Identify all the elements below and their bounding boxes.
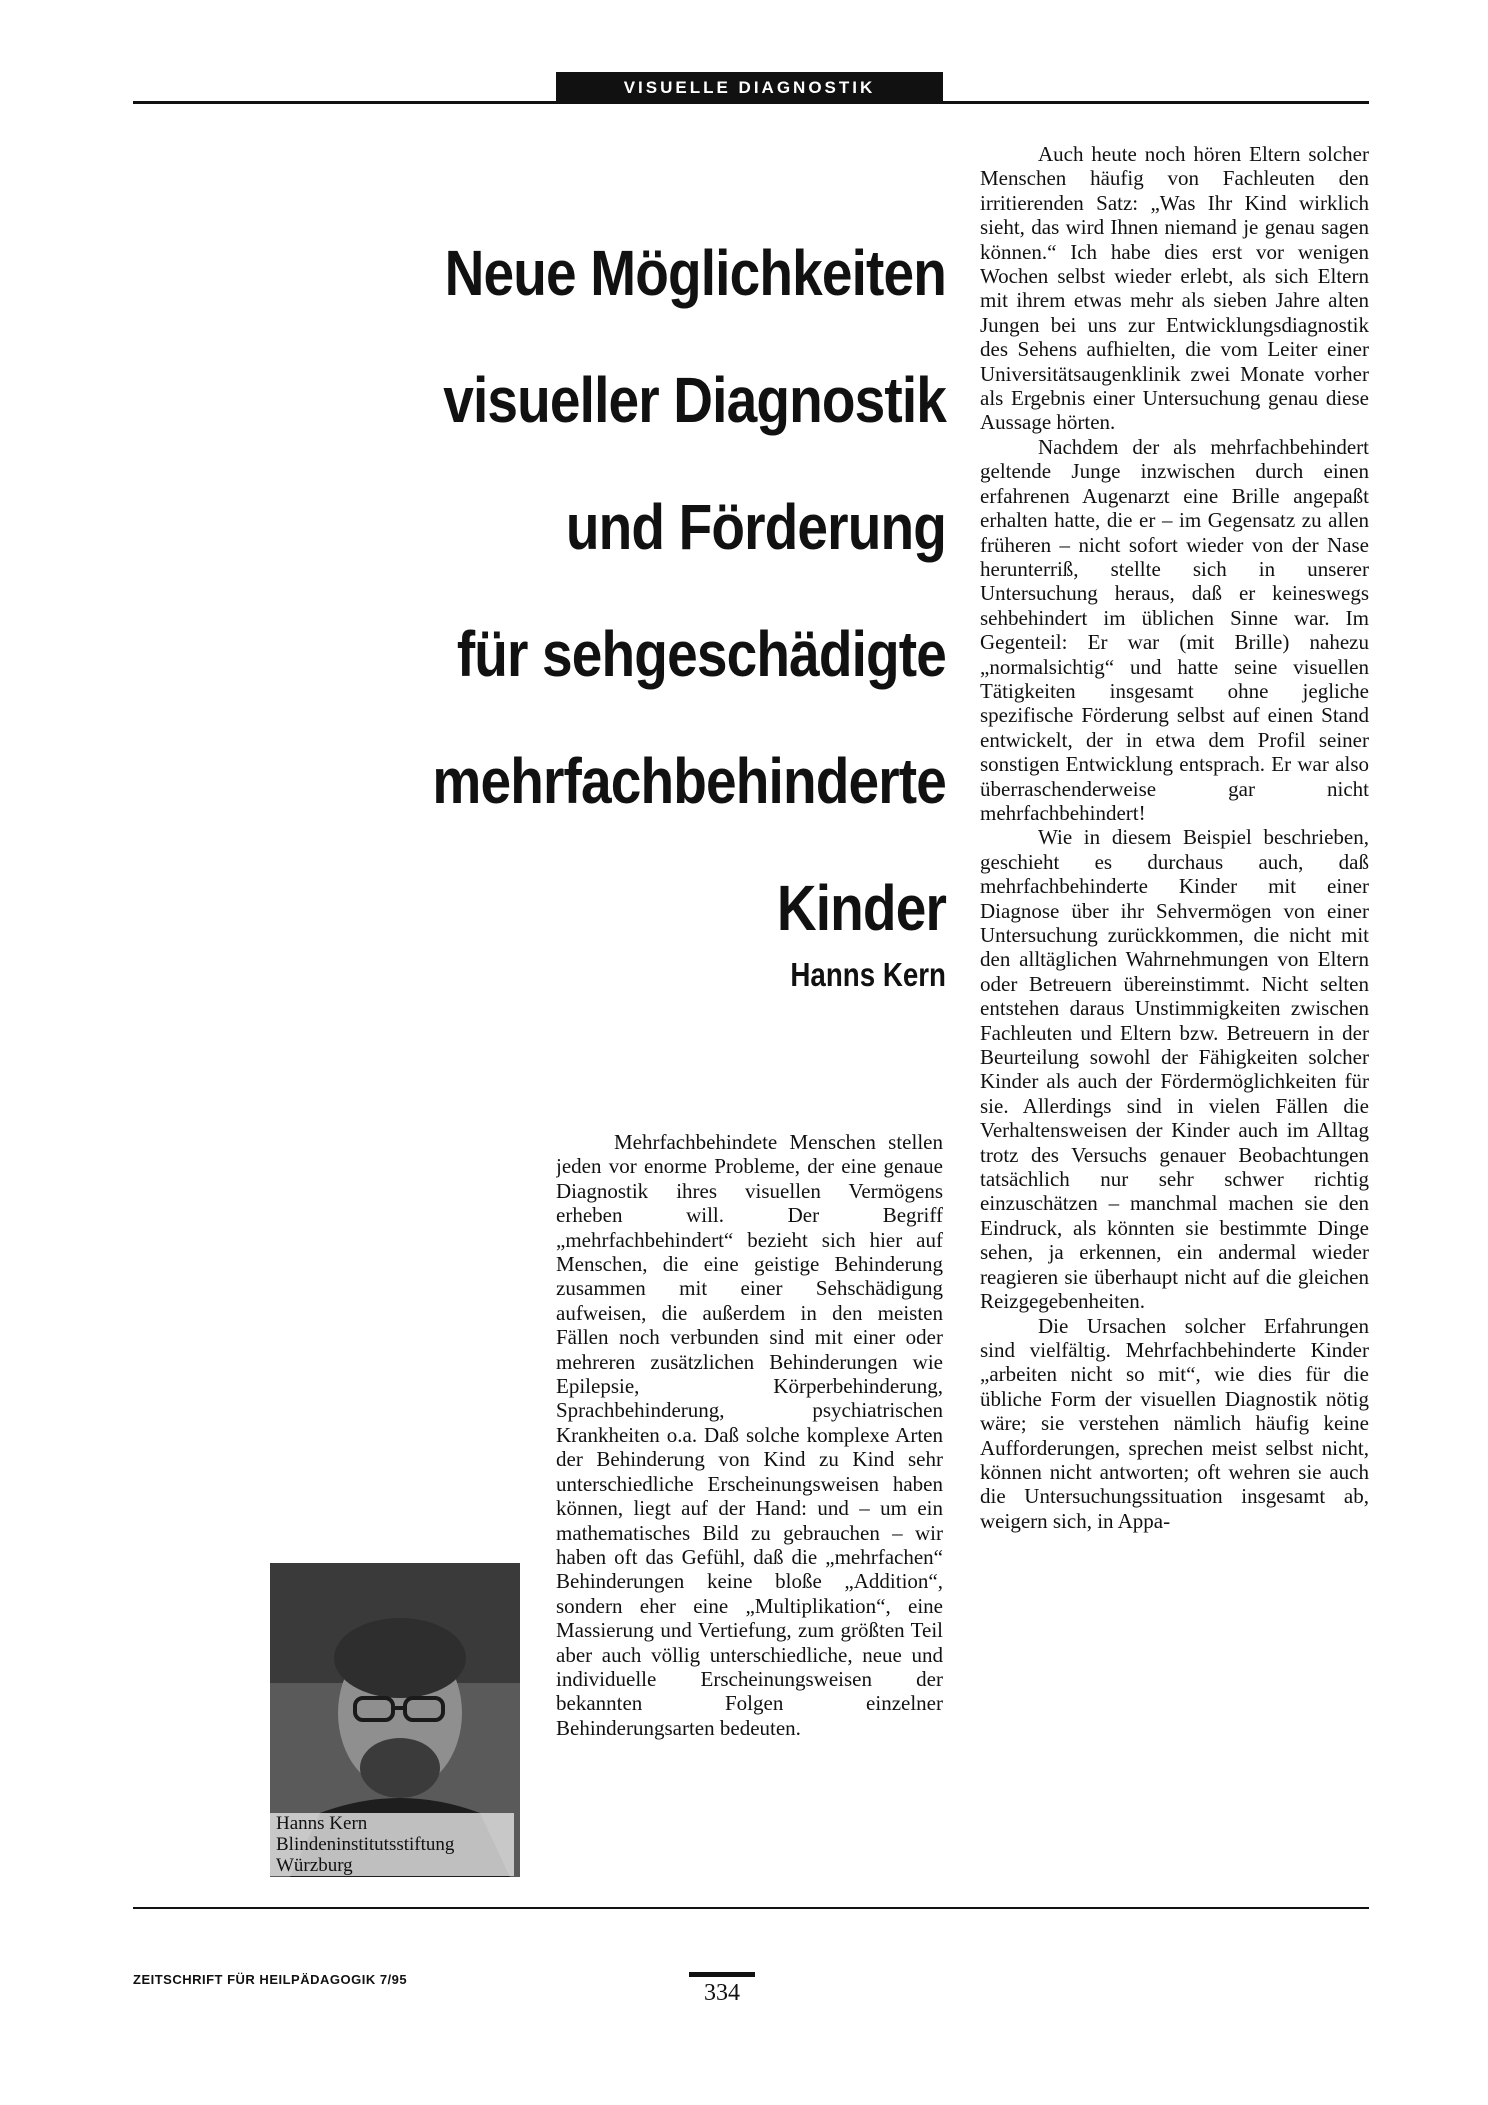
page-number: 334 xyxy=(704,1980,740,2006)
page-number-bar xyxy=(689,1972,755,1977)
body-paragraph: Die Ursachen solcher Erfahrungen sind vielfältig. Mehrfachbehinderte Kinder „arbeiten nicht so mit“, wie dies für die übliche Form der visuellen Diagnostik nötig wäre; sie verstehen nämlich häufig keine Aufforderungen, sprechen meist selbst nicht, können nicht antworten; oft wehren sie auch die Untersuchungssituation insgesamt ab, weigern sich, in Appa- xyxy=(980,1313,1369,1533)
caption-line: Hanns Kern xyxy=(276,1813,368,1834)
intro-paragraph: Mehrfachbehindete Menschen stellen jeden vor enorme Probleme, der eine genaue Diagnostik ihres visuellen Vermögens erheben will. Der Begriff „mehrfachbehindert“ bezieht sich hier auf Menschen, die eine geistige Behinderung zusammen mit einer Sehschädigung aufweisen, die außerdem in den meisten Fällen noch verbunden sind mit einer oder mehreren zusätzlichen Behinderungen wie Epilepsie, Körperbehinderung, Sprachbehinderung, psychiatrischen Krankheiten o.a. Daß solche komplexe Arten der Behinderung von Kind zu Kind sehr unterschiedliche Erscheinungsweisen haben können, liegt auf der Hand: und – um ein mathematisches Bild zu gebrauchen – wir haben oft das Gefühl, daß die „mehrfachen“ Behinderungen keine bloße „Addition“, sondern eher eine „Multiplikation“, eine Massierung und Vertiefung, zum größten Teil aber auch völlig unterschiedliche, neue und individuelle Erscheinungsweisen der bekannten Folgen einzelner Behinderungsarten bedeuten. xyxy=(556,1130,943,1740)
body-paragraph: Nachdem der als mehrfachbehindert geltende Junge inzwischen durch einen erfahrenen Augenarzt eine Brille angepaßt erhalten hatte, die er – im Gegensatz zu allen früheren – nicht sofort wieder von der Nase herunterriß, stellte sich in unserer Untersuchung heraus, daß er keineswegs sehbehindert im üblichen Sinne war. Im Gegenteil: Er war (mit Brille) nahezu „normalsichtig“ und hatte seine visuellen Tätigkeiten insgesamt ohne jegliche spezifische Förderung selbst auf einen Stand entwickelt, der in etwa dem Profil seiner sonstigen Entwicklung entsprach. Er war also überraschenderweise gar nicht mehrfachbehindert! xyxy=(980,434,1369,825)
caption-line: Würzburg xyxy=(276,1855,353,1876)
footer-rule xyxy=(133,1907,1369,1909)
journal-citation: ZEITSCHRIFT FÜR HEILPÄDAGOGIK 7/95 xyxy=(133,1972,408,1987)
body-paragraph: Wie in diesem Beispiel beschrieben, geschieht es durchaus auch, daß mehrfachbehinderte Kinder mit einer Diagnose über ihr Sehvermögen von einer Untersuchung zurückkommen, die nicht mit den alltäglichen Wahrnehmungen von Eltern oder Betreuern übereinstimmt. Nicht selten entstehen daraus Unstimmigkeiten zwischen Fachleuten und Eltern bzw. Betreuern in der Beurteilung sowohl der Fähigkeiten solcher Kinder als auch der Fördermöglichkeiten für sie. Allerdings sind in vielen Fällen die Verhaltensweisen der Kinder auch im Alltag trotz des Versuchs genauer Beobachtungen tatsächlich nur sehr schwer richtig einzuschätzen – manchmal machen sie den Eindruck, als könnten sie bestimmte Dinge sehen, ja erkennen, ein andermal wieder reagieren sie überhaupt nicht auf die gleichen Reizgegebenheiten. xyxy=(980,825,1369,1314)
section-label: VISUELLE DIAGNOSTIK xyxy=(556,72,943,103)
title-line: für sehgeschädigte xyxy=(456,618,946,690)
title-line: visueller Diagnostik xyxy=(443,364,946,436)
title-line: Kinder xyxy=(776,872,946,944)
title-line: mehrfachbehinderte xyxy=(432,745,946,817)
article-title xyxy=(416,210,946,972)
title-line: und Förderung xyxy=(565,491,946,563)
caption-line: Blindeninstitutsstiftung xyxy=(276,1834,455,1855)
body-paragraph: Auch heute noch hören Eltern solcher Menschen häufig von Fachleuten den irritierenden Satz: „Was Ihr Kind wirklich sieht, das wird Ihnen niemand je genau sagen können.“ Ich habe dies erst vor wenigen Wochen selbst wieder erlebt, als sich Eltern mit ihrem etwas mehr als sieben Jahre alten Jungen bei uns zur Entwicklungsdiagnostik des Sehens aufhielten, die vom Leiter einer Universitätsaugenklinik zwei Monate vorher als Ergebnis einer Untersuchung genau diese Aussage hörten. xyxy=(980,142,1369,435)
body-column xyxy=(980,142,1369,1890)
article-author: Hanns Kern xyxy=(790,956,946,993)
photo-caption xyxy=(270,1813,514,1876)
title-line: Neue Möglichkeiten xyxy=(444,237,946,309)
intro-column xyxy=(556,1130,943,1888)
